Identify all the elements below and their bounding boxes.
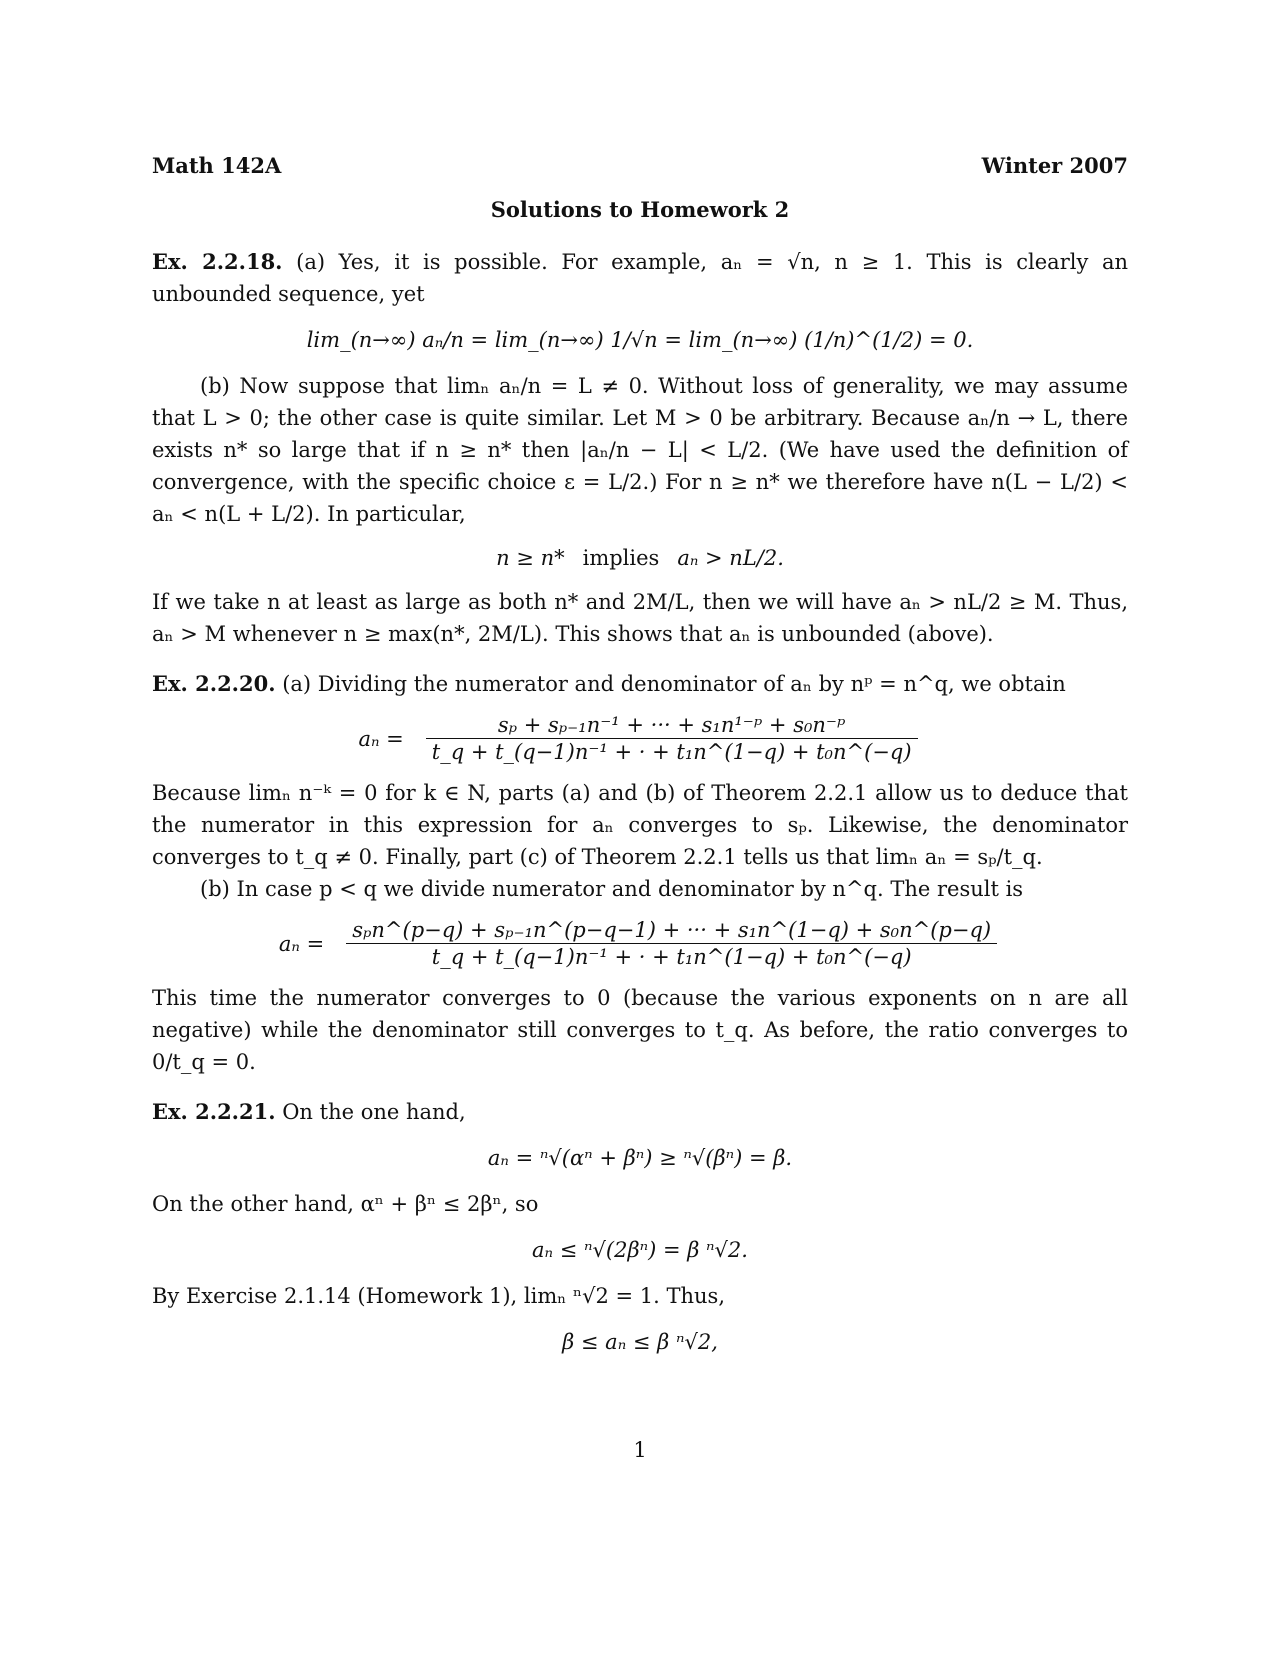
course-name: Math 142A: [152, 153, 282, 178]
document-page: [152, 150, 1128, 1372]
ex-2-2-21-display-3: β ≤ aₙ ≤ β ⁿ√2,: [562, 1330, 718, 1354]
ex-2-2-20-conclusion: This time the numerator converges to 0 (because the various exponents on n are all negative) while the denominator still converges to t_q. As before, the ratio converges to 0/t_q = 0.: [152, 986, 1128, 1074]
lhs: aₙ =: [278, 931, 325, 956]
ex-2-2-20-part-b: (b) In case p < q we divide numerator and denominator by n^q. The result is: [200, 877, 1024, 901]
document-title: Solutions to Homework 2: [490, 197, 790, 222]
ex-2-2-20-explanation: Because limₙ n⁻ᵏ = 0 for k ∈ N, parts (a) and (b) of Theorem 2.2.1 allow us to deduce that the numerator in this expression for aₙ converges to sₚ. Likewise, the denominator converges to t_q ≠ 0. Finally, part (c) of Theorem 2.2.1 tells us that limₙ aₙ = sₚ/t_q.: [152, 781, 1128, 869]
ex-2-2-21-label: Ex. 2.2.21.: [152, 1099, 276, 1124]
condition: n ≥ n*: [496, 546, 565, 570]
ex-2-2-21-text-2: On the other hand, αⁿ + βⁿ ≤ 2βⁿ, so: [152, 1192, 539, 1216]
ex-2-2-20-part-a: (a) Dividing the numerator and denominator of aₙ by nᵖ = n^q, we obtain: [282, 672, 1066, 696]
page-number: 1: [633, 1438, 647, 1462]
ex-2-2-18-display-2: [152, 542, 1128, 574]
ex-2-2-18-conclusion: If we take n at least as large as both n* and 2M/L, then we will have aₙ > nL/2 ≥ M. Thus, aₙ > M whenever n ≥ max(n*, 2M/L). This shows that aₙ is unbounded (above).: [152, 590, 1128, 646]
term: Winter 2007: [981, 153, 1128, 178]
ex-2-2-18-part-b: (b) Now suppose that limₙ aₙ/n = L ≠ 0. Without loss of generality, we may assume that L > 0; the other case is quite similar. Let M > 0 be arbitrary. Because aₙ/n → L, there exists n* so large that if n ≥ n* then |aₙ/n − L| < L/2. (We have used the definition of convergence, with the specific choice ε = L/2.) For n ≥ n* we therefore have n(L − L/2) < aₙ < n(L + L/2). In particular,: [152, 374, 1128, 526]
numerator: sₚn^(p−q) + sₚ₋₁n^(p−q−1) + ··· + s₁n^(1−q) + s₀n^(p−q): [346, 917, 997, 944]
ex-2-2-20-intro: [152, 668, 1128, 700]
fraction: [346, 917, 997, 970]
ex-2-2-21-display-1: aₙ = ⁿ√(αⁿ + βⁿ) ≥ ⁿ√(βⁿ) = β.: [487, 1146, 793, 1170]
ex-2-2-20-display-1: [152, 712, 1128, 765]
ex-2-2-21-intro: [152, 1096, 1128, 1128]
ex-2-2-20-label: Ex. 2.2.20.: [152, 671, 276, 696]
denominator: t_q + t_(q−1)n⁻¹ + · + t₁n^(1−q) + t₀n^(−q): [431, 740, 912, 764]
lhs: aₙ =: [358, 726, 404, 751]
header: [152, 150, 1128, 182]
ex-2-2-21-display-2: aₙ ≤ ⁿ√(2βⁿ) = β ⁿ√2.: [532, 1238, 748, 1262]
ex-2-2-18-intro: [152, 246, 1128, 310]
denominator: t_q + t_(q−1)n⁻¹ + · + t₁n^(1−q) + t₀n^(−q): [431, 945, 912, 969]
implies-word: implies: [582, 546, 660, 570]
conclusion: aₙ > nL/2.: [677, 546, 784, 570]
ex-2-2-18-display-1: lim_(n→∞) aₙ/n = lim_(n→∞) 1/√n = lim_(n→∞) (1/n)^(1/2) = 0.: [306, 328, 974, 352]
ex-2-2-18-label: Ex. 2.2.18.: [152, 249, 283, 274]
ex-2-2-18-part-a: (a) Yes, it is possible. For example, aₙ = √n, n ≥ 1. This is clearly an unbounded sequence, yet: [152, 250, 1128, 306]
numerator: sₚ + sₚ₋₁n⁻¹ + ··· + s₁n¹⁻ᵖ + s₀n⁻ᵖ: [426, 712, 918, 739]
ex-2-2-20-display-2: [152, 917, 1128, 970]
ex-2-2-21-text-3: By Exercise 2.1.14 (Homework 1), limₙ ⁿ√2 = 1. Thus,: [152, 1284, 725, 1308]
fraction: [426, 712, 918, 765]
ex-2-2-21-text: On the one hand,: [282, 1100, 466, 1124]
